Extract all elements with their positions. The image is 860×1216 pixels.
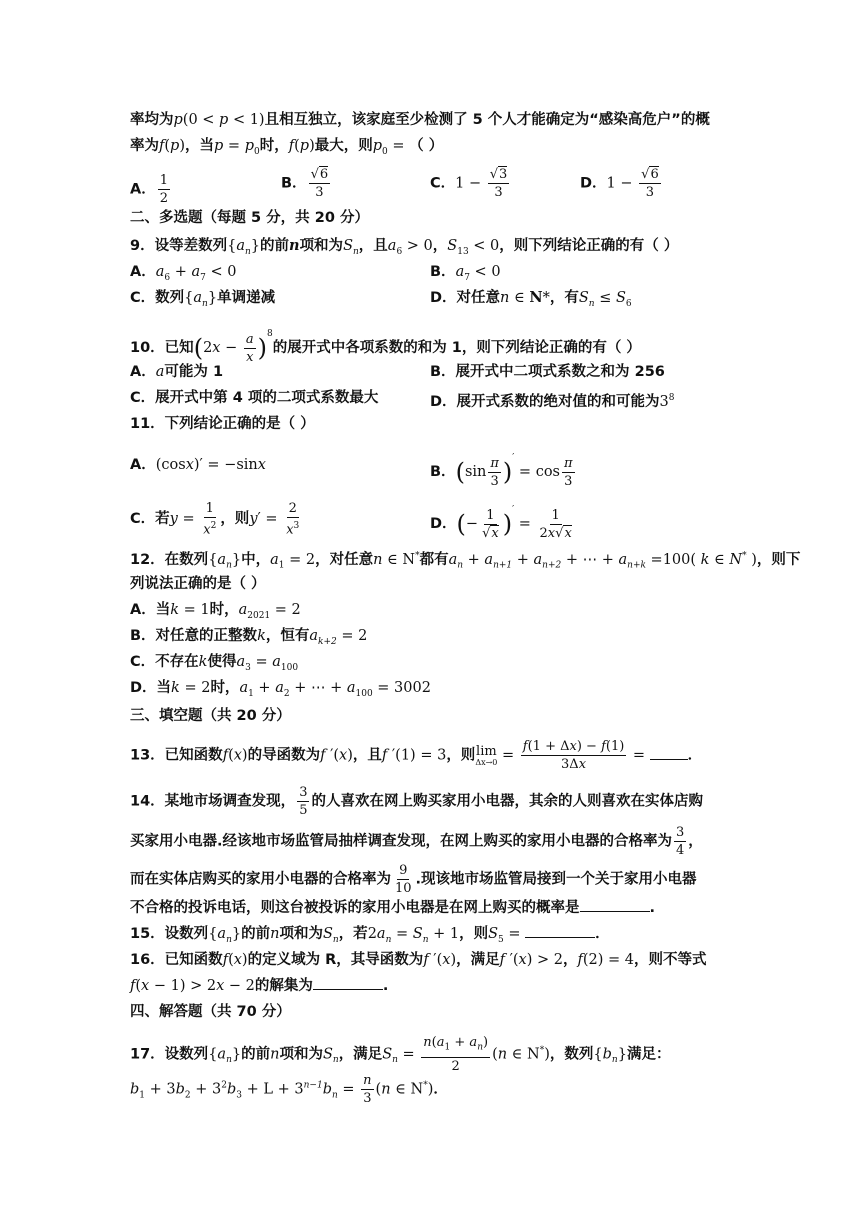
q8-option-a: A． $\frac{1}{2}$ [130, 173, 169, 206]
q11-stem: 11．下列结论正确的是（ ） [130, 416, 315, 432]
q9-stem: 9．设等差数列$\{a_n\}$的前n项和为$S_n$，且$a_6 > 0$，$S_{13} < 0$，则下列结论正确的有（ ） [130, 237, 679, 257]
q12-stem: 12．在数列$\{a_n\}$中，$a_1 = 2$，对任意n ∈ N*都有$a_n + a_{n+1} + a_{n+2}$ + ⋯ + $a_{n+k} =100$( k ∈ N* )，则下 [130, 551, 801, 571]
q11-option-c: C．若y = $\frac{1}{x^2}$ ，则y′ = $\frac{2}{x^3}$ [130, 501, 300, 538]
section-heading-solutions: 四、解答题（共 70 分） [130, 1004, 291, 1020]
q8-line-2: 率为f(p)，当$p = p_0$时，f(p)最大，则$p_0$ = （ ） [130, 138, 444, 157]
q16-answer-blank[interactable] [313, 989, 383, 990]
q9-option-b: B．$a_7 < 0$ [430, 264, 501, 283]
section-heading-fill-in: 三、填空题（共 20 分） [130, 708, 291, 724]
q15-answer-blank[interactable] [525, 937, 595, 938]
q13-stem: 13．已知函数f(x)的导函数为f ′(x)，且f ′(1) = 3，则 lim Δx→0 = $\frac{f(1 + \Delta x) - f(1)}{3\Delta x}$ = ． [130, 739, 703, 772]
q16-stem: 16．已知函数f(x)的定义域为 R，其导函数为f ′(x)，满足f ′(x) > 2，f(2) = 4，则不等式 [130, 952, 707, 968]
q9-option-d: D．对任意n ∈ N*，有$S_n \le S_6$ [430, 289, 632, 309]
q10-option-c: C．展开式中第 4 项的二项式系数最大 [130, 390, 379, 406]
q10-option-d: D．展开式系数的绝对值的和可能为$3^8$ [430, 393, 675, 410]
q8-option-d: D．1 − $\frac{√6}{3}$ [580, 167, 659, 200]
q11-option-d: D．(− $\frac{1}{√x}$ )′ = $\frac{1}{2x√x}$ [430, 505, 572, 541]
q14-line-3: 而在实体店购买的家用小电器的合格率为 $\frac{9}{10}$ .现该地市场监管局接到一个关于家用小电器 [130, 863, 697, 896]
q10-option-a: A．a可能为 1 [130, 364, 224, 380]
q11-option-a: A．(cosx)′ = −sinx [130, 457, 266, 473]
q14-line-2: 买家用小电器.经该地市场监管局抽样调查发现，在网上购买的家用小电器的合格率为 $\frac{3}{4}$ ， [130, 825, 703, 858]
q15-stem: 15．设数列$\{a_n\}$的前n项和为$S_n$，若$2a_n = S_n + 1$，则$S_5$ = ． [130, 926, 610, 945]
q12-option-b: B．对任意的正整数k，恒有$a_{k+2} = 2$ [130, 628, 368, 647]
q14-line-4: 不合格的投诉电话，则这台被投诉的家用小电器是在网上购买的概率是 . [130, 900, 656, 916]
q8-option-b: B． $\frac{√6}{3}$ [281, 167, 329, 200]
q8-option-c: C．1 − $\frac{√3}{3}$ [430, 167, 508, 200]
q9-option-a: A．$a_6 + a_7 < 0$ [130, 264, 237, 283]
q14-line-1: 14．某地市场调查发现， $\frac{3}{5}$ 的人喜欢在网上购买家用小电器，其余的人则喜欢在实体店购 [130, 785, 703, 818]
q12-option-d: D．当k = 2时，$a_1 + a_2$ + ⋯ + $a_{100} = 3002$ [130, 680, 431, 699]
q9-option-c: C．数列$\{a_n\}$单调递减 [130, 290, 276, 309]
q12-option-c: C．不存在k使得$a_3 = a_{100}$ [130, 654, 299, 673]
q12-option-a: A．当k = 1时，$a_{2021} = 2$ [130, 602, 301, 621]
q8-line-1: 率均为p(0 < p < 1)且相互独立，该家庭至少检测了 5 个人才能确定为“感染高危户”的概 [130, 112, 710, 128]
q11-option-b: B．(sin $\frac{\pi}{3}$ )′ = cos $\frac{\pi}{3}$ [430, 453, 573, 489]
q17-line-2: $b_1 + 3b_2 + 3^2b_3 + L + 3^{n-1}b_n$ = $\frac{n}{3}$ (n ∈ N*)． [130, 1073, 448, 1106]
q14-answer-blank[interactable] [580, 911, 650, 912]
section-heading-multi-choice: 二、多选题（每题 5 分，共 20 分） [130, 210, 369, 226]
q17-stem: 17．设数列$\{a_n\}$的前n项和为$S_n$，满足$S_n$ = $\frac{n(a_1 + a_n)}{2}$ (n ∈ N*)，数列$\{b_n\}$满足： [130, 1035, 671, 1074]
q16-line-2: f(x − 1) > 2x − 2的解集为 . [130, 978, 389, 994]
q12-stem-line-2: 列说法正确的是（ ） [130, 576, 266, 592]
q10-option-b: B．展开式中二项式系数之和为 256 [430, 364, 665, 380]
q10-stem: 10．已知(2x − $\frac{a}{x}$ )$^8$的展开式中各项系数的和为 1，则下列结论正确的有（ ） [130, 329, 641, 365]
q13-answer-blank[interactable] [650, 759, 688, 760]
math-expr: p [173, 112, 183, 128]
